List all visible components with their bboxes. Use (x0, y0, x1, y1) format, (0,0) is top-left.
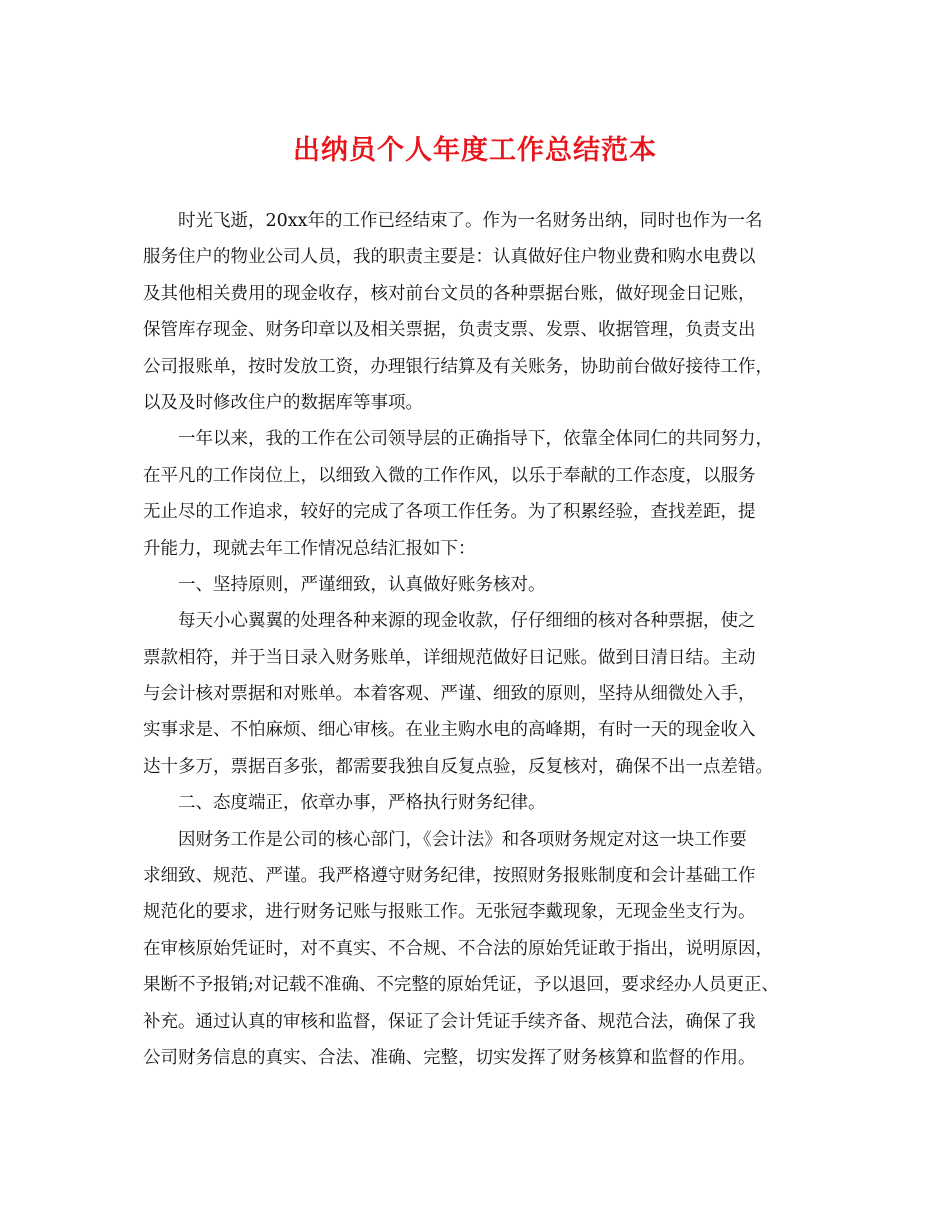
text-line: 及其他相关费用的现金收存，核对前台文员的各种票据台账，做好现金日记账， (143, 283, 756, 304)
document-body (143, 203, 815, 1076)
text-line: 时光飞逝，20xx年的工作已经结束了。作为一名财务出纳，同时也作为一名 (178, 211, 763, 231)
text-line: 因财务工作是公司的核心部门，《会计法》和各项财务规定对这一块工作要 (178, 829, 747, 850)
text-line: 公司财务信息的真实、合法、准确、完整，切实发挥了财务核算和监督的作用。 (143, 1047, 756, 1068)
document-title: 出纳员个人年度工作总结范本 (293, 135, 657, 166)
text-line: 二、态度端正，依章办事，严格执行财务纪律。 (178, 793, 546, 814)
text-line: 补充。通过认真的审核和监督，保证了会计凭证手续齐备、规范合法，确保了我 (143, 1011, 756, 1032)
text-line: 规范化的要求，进行财务记账与报账工作。无张冠李戴现象，无现金坐支行为。 (143, 902, 756, 923)
text-line: 达十多万，票据百多张，都需要我独自反复点验，反复核对，确保不出一点差错。 (143, 756, 773, 777)
text-line: 与会计核对票据和对账单。本着客观、严谨、细致的原则，坚持从细微处入手， (143, 684, 756, 705)
text-line: 一、坚持原则，严谨细致，认真做好账务核对。 (178, 574, 546, 595)
text-line: 实事求是、不怕麻烦、细心审核。在业主购水电的高峰期，有时一天的现金收入 (143, 720, 756, 741)
text-line: 求细致、规范、严谨。我严格遵守财务纪律，按照财务报账制度和会计基础工作 (143, 866, 756, 887)
text-line: 在审核原始凭证时，对不真实、不合规、不合法的原始凭证敢于指出，说明原因， (143, 938, 773, 959)
text-line: 公司报账单，按时发放工资，办理银行结算及有关账务，协助前台做好接待工作， (143, 356, 773, 377)
text-line: 每天小心翼翼的处理各种来源的现金收款，仔仔细细的核对各种票据，使之 (178, 611, 756, 632)
text-line: 一年以来，我的工作在公司领导层的正确指导下，依靠全体同仁的共同努力， (178, 429, 773, 450)
text-line: 无止尽的工作追求，较好的完成了各项工作任务。为了积累经验，查找差距，提 (143, 502, 756, 523)
text-line: 服务住户的物业公司人员，我的职责主要是：认真做好住户物业费和购水电费以 (143, 247, 756, 268)
text-line: 票款相符，并于当日录入财务账单，详细规范做好日记账。做到日清日结。主动 (143, 647, 756, 668)
text-line: 以及及时修改住户的数据库等事项。 (143, 392, 423, 413)
text-line: 在平凡的工作岗位上，以细致入微的工作作风，以乐于奉献的工作态度，以服务 (143, 465, 756, 486)
text-line: 果断不予报销;对记载不准确、不完整的原始凭证，予以退回，要求经办人员更正、 (143, 975, 779, 996)
text-line: 升能力，现就去年工作情况总结汇报如下： (143, 538, 476, 559)
text-line: 保管库存现金、财务印章以及相关票据，负责支票、发票、收据管理，负责支出 (143, 320, 756, 341)
